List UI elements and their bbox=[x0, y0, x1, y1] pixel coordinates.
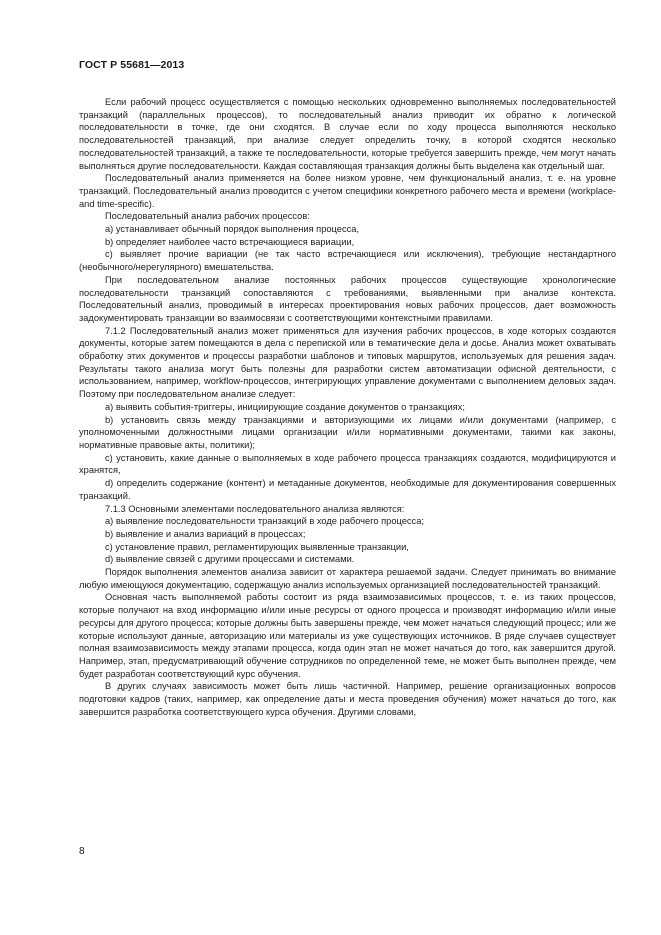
paragraph: При последовательном анализе постоянных рабочих процессов существующие хронологические последовательности транзакций сопоставляются с требованиями, выявленными при анализе контекста. Последовательный анализ, проводимый в интересах проектирования новых рабочих процессов, дает возможность задокументировать транзакции во взаимосвязи с соответствующими контекстными правилами. bbox=[79, 274, 616, 323]
section-paragraph: 7.1.2 Последовательный анализ может применяться для изучения рабочих процессов, в ходе которых создаются документы, которые затем помещаются в дела с перепиской или в тематические дела и досье. Анализ может охватывать обработку этих документов и процессы разработки шаблонов и типовых маршрутов, используемых для решения задач. Результаты такого анализа могут быть полезны для разработки систем автоматизации офисной деятельности, с использованием, например, workflow-процессов, интегрирующих управление документами с выполнением деловых задач. Поэтому при последовательном анализе следует: bbox=[79, 325, 616, 400]
list-item: с) выявляет прочие вариации (не так часто встречающиеся или исключения), требующие нестандартного (необычного/нерегулярного) вмешательства. bbox=[79, 249, 616, 273]
paragraph: Последовательный анализ применяется на более низком уровне, чем функциональный анализ, т. е. на уровне транзакций. Последовательный анализ проводится с учетом специфики конкретного рабочего места и времени (workplace-and time-specific). bbox=[79, 173, 616, 209]
section-paragraph: 7.1.3 Основными элементами последовательного анализа являются: bbox=[105, 503, 405, 514]
paragraph: Основная часть выполняемой работы состоит из ряда взаимозависимых процессов, т. е. из таких процессов, которые получают на вход информацию и/или иные ресурсы от одного процесса и производят информацию и/или иные ресурсы для другого процесса; которые должны быть завершены прежде, чем может начаться следующий процесс; или же которые используют данные, авторизацию или материалы из уже существующих источников. В ряде случаев существует полная взаимозависимость между этапами процесса, когда один этап не может начаться до того, как завершится другой. Например, этап, предусматривающий обучение сотрудников по определенной теме, не может быть выполнен прежде, чем будет разработан соответствующий курс обучения. bbox=[79, 592, 616, 679]
list-item: а) выявление последовательности транзакций в ходе рабочего процесса; bbox=[105, 516, 424, 527]
list-item: d) определить содержание (контент) и метаданные документов, необходимые для документирования совершенных транзакций. bbox=[79, 478, 616, 501]
standard-header: ГОСТ Р 55681—2013 bbox=[79, 59, 185, 71]
paragraph: Последовательный анализ рабочих процессов: bbox=[105, 211, 310, 222]
list-item: b) выявление и анализ вариаций в процессах; bbox=[105, 528, 306, 539]
list-item: d) выявление связей с другими процессами и системами. bbox=[105, 554, 355, 565]
list-item: b) определяет наиболее часто встречающиеся вариации, bbox=[105, 236, 355, 247]
paragraph: В других случаях зависимость может быть лишь частичной. Например, решение организационных вопросов подготовки кадров (таких, например, как определение даты и места проведения обучения) может начаться до того, как завершится разработка соответствующего курса обучения. Другими словами, bbox=[79, 681, 616, 717]
list-item: с) установление правил, регламентирующих выявленные транзакции, bbox=[105, 541, 409, 552]
list-item: b) установить связь между транзакциями и авторизующими их лицами и/или документами (например, с уполномоченными должностными лицами организации и/или нормативными документами, такими как законы, нормативные правовые акты, политики); bbox=[79, 414, 616, 450]
list-item: а) выявить события-триггеры, инициирующие создание документов о транзакциях; bbox=[105, 401, 465, 412]
list-item: а) устанавливает обычный порядок выполнения процесса, bbox=[105, 224, 359, 235]
paragraph: Порядок выполнения элементов анализа зависит от характера решаемой задачи. Следует принимать во внимание любую имеющуюся документацию, содержащую анализ используемых организацией последовательностей транзакций. bbox=[79, 567, 616, 590]
list-item: с) установить, какие данные о выполняемых в ходе рабочего процесса транзакциях создаются, модифицируются и хранятся, bbox=[79, 452, 616, 476]
page-number: 8 bbox=[79, 846, 85, 857]
body-text bbox=[79, 96, 616, 718]
paragraph: Если рабочий процесс осуществляется с помощью нескольких одновременно выполняемых последовательностей транзакций (параллельных процессов), то последовательный анализ приводит их обратно к логической последовательности в точке, где они сходятся. В случае если по ходу процесса выполняются несколько последовательностей транзакций, при анализе следует определить точку, в которой сходятся несколько последовательностей транзакций, а также те последовательности, которые требуется завершить прежде, чем могут начать выполняться другие последовательности. Каждая составляющая транзакция должны быть выделена как отдельный шаг. bbox=[79, 97, 616, 171]
